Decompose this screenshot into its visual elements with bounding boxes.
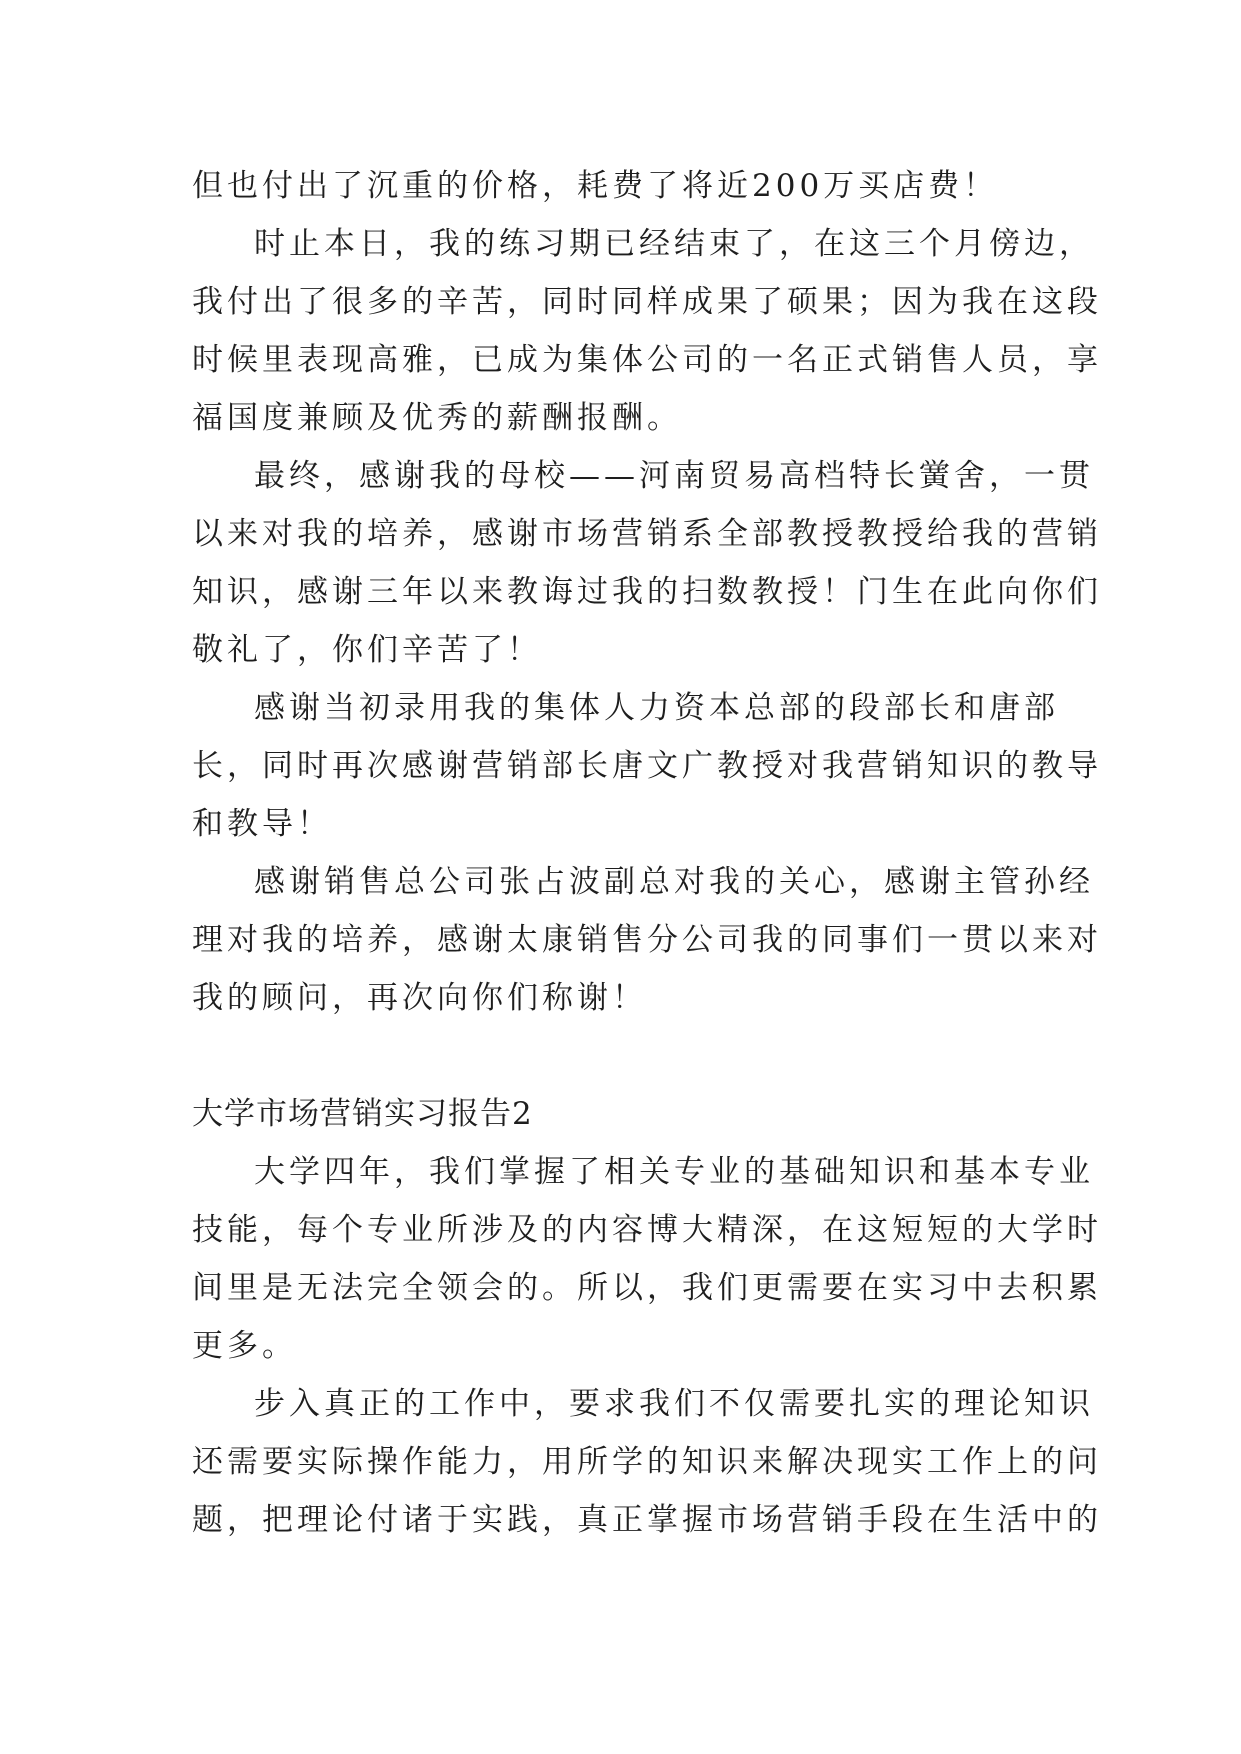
paragraph-first-line: 感谢当初录用我的集体人力资本总部的段部长和唐部	[254, 690, 1059, 726]
paragraph-first-line: 步入真正的工作中，要求我们不仅需要扎实的理论知识	[254, 1386, 1094, 1422]
text-line: 敬礼了，你们辛苦了！	[192, 632, 542, 668]
text-line: 间里是无法完全领会的。所以，我们更需要在实习中去积累	[192, 1270, 1102, 1306]
section-heading: 大学市场营销实习报告2	[192, 1096, 533, 1132]
paragraph-first-line: 最终，感谢我的母校——河南贸易高档特长黉舍，一贯	[254, 458, 1094, 494]
text-line: 更多。	[192, 1328, 297, 1364]
text-line: 理对我的培养，感谢太康销售分公司我的同事们一贯以来对	[192, 922, 1102, 958]
text-line: 题，把理论付诸于实践，真正掌握市场营销手段在生活中的	[192, 1502, 1102, 1538]
text-line: 知识，感谢三年以来教诲过我的扫数教授！门生在此向你们	[192, 574, 1102, 610]
text-line: 和教导！	[192, 806, 332, 842]
text-line: 福国度兼顾及优秀的薪酬报酬。	[192, 400, 682, 436]
paragraph-first-line: 大学四年，我们掌握了相关专业的基础知识和基本专业	[254, 1154, 1094, 1190]
text-line: 时候里表现高雅，已成为集体公司的一名正式销售人员，享	[192, 342, 1102, 378]
text-line: 以来对我的培养，感谢市场营销系全部教授教授给我的营销	[192, 516, 1102, 552]
text-line: 但也付出了沉重的价格，耗费了将近200万买店费！	[192, 168, 999, 204]
paragraph-first-line: 感谢销售总公司张占波副总对我的关心，感谢主管孙经	[254, 864, 1094, 900]
text-line: 我的顾问，再次向你们称谢！	[192, 980, 647, 1016]
text-line: 我付出了很多的辛苦，同时同样成果了硕果；因为我在这段	[192, 284, 1102, 320]
paragraph-first-line: 时止本日，我的练习期已经结束了，在这三个月傍边，	[254, 226, 1094, 262]
text-line: 技能，每个专业所涉及的内容博大精深，在这短短的大学时	[192, 1212, 1102, 1248]
text-line: 还需要实际操作能力，用所学的知识来解决现实工作上的问	[192, 1444, 1102, 1480]
text-line: 长，同时再次感谢营销部长唐文广教授对我营销知识的教导	[192, 748, 1102, 784]
